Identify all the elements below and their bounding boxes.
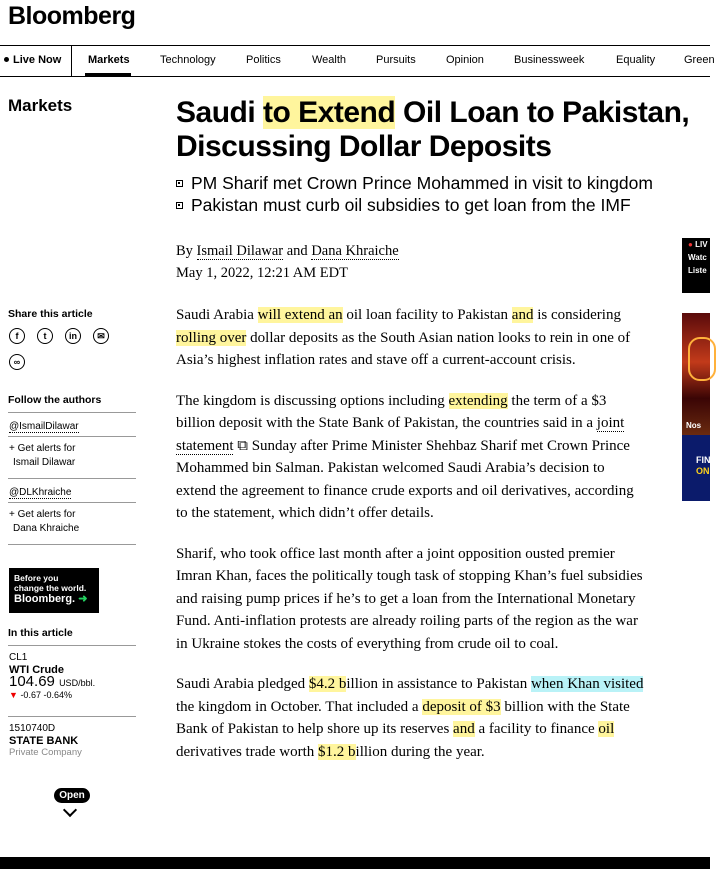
- get-alerts-dana[interactable]: + Get alerts for Dana Khraiche: [9, 509, 80, 534]
- nav-wealth[interactable]: Wealth: [312, 54, 347, 66]
- share-title: Share this article: [8, 308, 93, 320]
- top-nav: [0, 45, 715, 77]
- facebook-icon[interactable]: f: [9, 328, 25, 344]
- joint-statement-link[interactable]: joint statement: [176, 415, 625, 454]
- nav-opinion[interactable]: Opinion: [446, 54, 484, 66]
- arrow-right-icon: ➜: [78, 593, 88, 605]
- nav-politics[interactable]: Politics: [246, 54, 281, 66]
- nav-pursuits[interactable]: Pursuits: [376, 54, 416, 66]
- bullet-item: PM Sharif met Crown Prince Mohammed in visit to kingdom: [176, 172, 653, 194]
- open-button[interactable]: Open: [54, 788, 90, 803]
- nav-markets[interactable]: Markets: [88, 54, 130, 66]
- follow-authors-title: Follow the authors: [8, 394, 102, 406]
- nav-businessweek[interactable]: Businessweek: [514, 54, 585, 66]
- summary-bullets: [176, 172, 653, 216]
- email-icon[interactable]: ✉: [93, 328, 109, 344]
- paragraph-1: Saudi Arabia will extend an oil loan facility to Pakistan and is considering rolling over dollar deposits as the South Asian nation looks to rein in one of Asia’s highest inflation rates and stave off a current-account crisis.: [176, 307, 631, 368]
- entity-state-bank[interactable]: 1510740D STATE BANK Private Company: [9, 723, 82, 758]
- author-link-ismail[interactable]: Ismail Dilawar: [196, 243, 284, 259]
- divider: [8, 478, 136, 479]
- display-ad[interactable]: Nos FIN ON: [682, 313, 710, 501]
- in-this-article-title: In this article: [8, 627, 73, 639]
- divider: [8, 502, 136, 503]
- live-dot-icon: [4, 57, 9, 62]
- ticker-price: 104.69 USD/bbl.: [9, 673, 96, 690]
- author-link-dana[interactable]: Dana Khraiche: [311, 243, 399, 259]
- headline-line1: Saudi to Extend Oil Loan to Pakistan,: [176, 96, 690, 129]
- divider: [8, 436, 136, 437]
- bottom-bar: [0, 857, 710, 869]
- bullet-item: Pakistan must curb oil subsidies to get loan from the IMF: [176, 194, 653, 216]
- nav-active-indicator: [85, 73, 131, 76]
- nav-equality[interactable]: Equality: [616, 54, 656, 66]
- section-title[interactable]: Markets: [8, 96, 73, 115]
- twitter-icon[interactable]: t: [37, 328, 53, 344]
- author-handle-dana[interactable]: @DLKhraiche: [9, 487, 72, 498]
- article-body: [176, 304, 646, 781]
- divider: [8, 412, 136, 413]
- headline-highlight: to Extend: [263, 96, 396, 129]
- bloomberg-logo[interactable]: Bloomberg: [8, 2, 136, 30]
- paragraph-4: Saudi Arabia pledged $4.2 billion in assistance to Pakistan when Khan visited the kingdom in October. That included a deposit of $3 billion with the State Bank of Pakistan to help shore up its reserves and a facility to finance oil derivatives trade worth $1.2 billion during the year.: [176, 676, 644, 760]
- linkedin-icon[interactable]: in: [65, 328, 81, 344]
- divider: [8, 645, 136, 646]
- ticker-change: ▼ -0.67 -0.64%: [9, 690, 72, 700]
- get-alerts-ismail[interactable]: + Get alerts for Ismail Dilawar: [9, 443, 76, 468]
- author-handle-ismail[interactable]: @IsmailDilawar: [9, 421, 79, 432]
- external-link-icon: ⧉: [233, 437, 248, 454]
- nav-technology[interactable]: Technology: [160, 54, 216, 66]
- chevron-down-icon[interactable]: [63, 803, 77, 817]
- headline-line2: Discussing Dollar Deposits: [176, 130, 552, 163]
- ticker-wti[interactable]: CL1 WTI Crude 104.69 USD/bbl. ▼ -0.67 -0.64%: [9, 652, 96, 700]
- down-arrow-icon: ▼: [9, 690, 18, 700]
- divider: [8, 544, 136, 545]
- bullet-icon: [176, 202, 183, 209]
- headline: [176, 96, 716, 164]
- divider: [8, 716, 136, 717]
- paragraph-2: The kingdom is discussing options including extending the term of a $3 billion deposit with the State Bank of Pakistan, the countries said in a joint statement ⧉ Sunday after Prime Minister Shehbaz Sharif met Crown Prince Mohammed bin Salman. Pakistan welcomed Saudi Arabia’s decision to extend the agreement to finance crude exports and oil derivatives, according to the statement, which didn’t offer details.: [176, 392, 634, 521]
- bloomberg-promo[interactable]: Before you change the world. Bloomberg. ➜: [9, 568, 99, 613]
- nav-live-now[interactable]: Live Now: [4, 54, 61, 66]
- live-ad[interactable]: ● LIV Watc Liste: [682, 238, 710, 293]
- byline: By Ismail Dilawar and Dana Khraiche May 1, 2022, 12:21 AM EDT: [176, 240, 399, 284]
- bullet-icon: [176, 180, 183, 187]
- paragraph-3: Sharif, who took office last month after a joint opposition ousted premier Imran Khan, faces the politically tough task of stopping Khan’s fuel subsidies and raising pump prices if he’s to get a loan from the International Monetary Fund. Anti-inflation protests are already roiling parts of the region as the war in Ukraine stokes the costs of everything from crude oil to coal.: [176, 545, 643, 652]
- publish-date: May 1, 2022, 12:21 AM EDT: [176, 265, 348, 281]
- nav-green[interactable]: Green: [684, 54, 715, 66]
- link-icon[interactable]: ∞: [9, 354, 25, 370]
- nav-divider: [71, 46, 72, 76]
